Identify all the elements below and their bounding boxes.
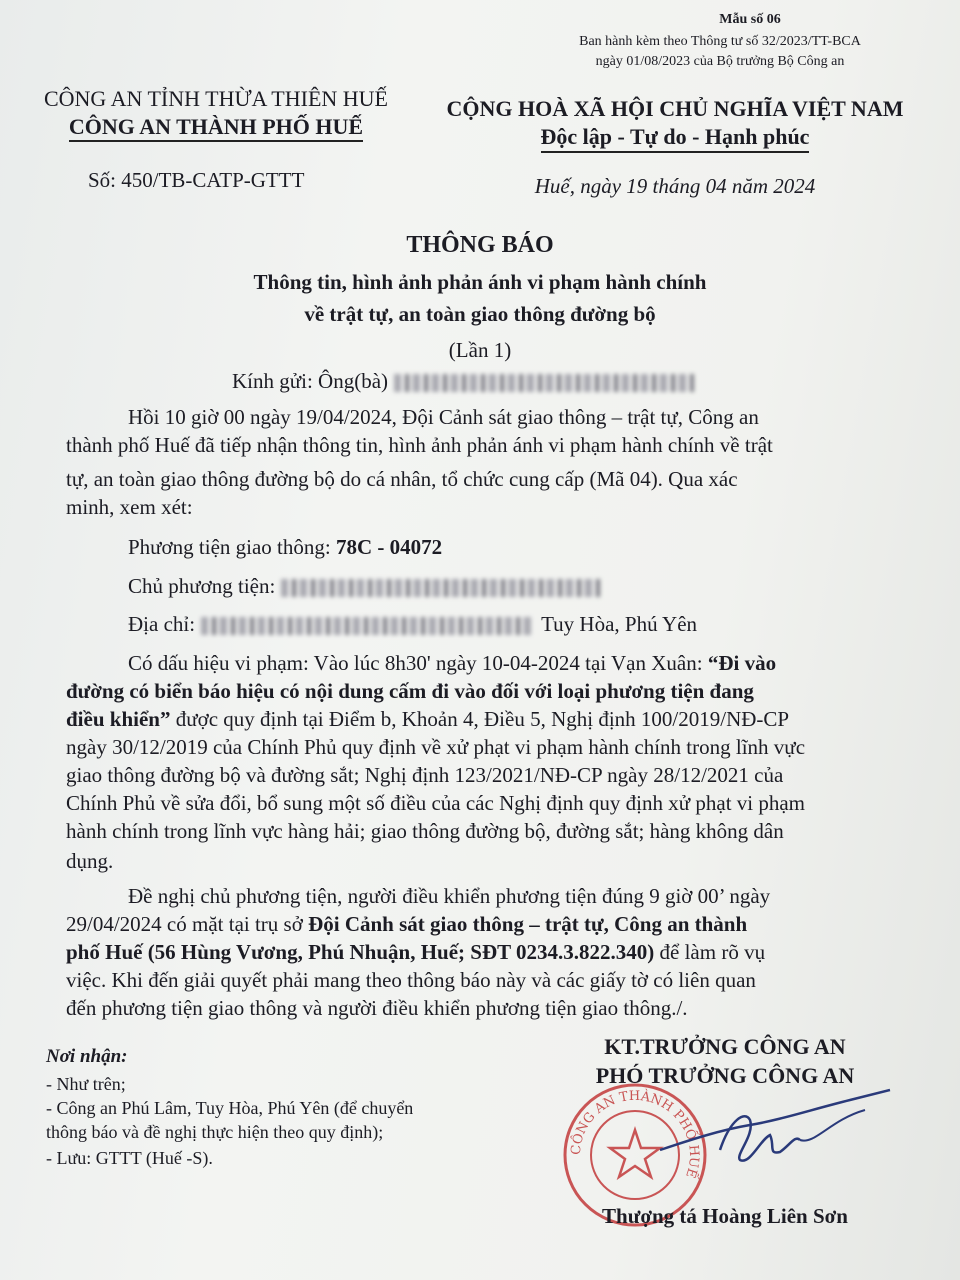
- redacted-owner-name: [281, 579, 601, 597]
- violation-line-8: dụng.: [66, 849, 114, 873]
- seal-text: CÔNG AN THÀNH PHỐ HUẾ: [568, 1088, 702, 1180]
- recipient-item-2-cont: thông báo và đề nghị thực hiện theo quy định);: [46, 1122, 384, 1142]
- request-line-3: [66, 940, 765, 965]
- recipient-line: [232, 369, 694, 394]
- signer-name: Thượng tá Hoàng Liên Sơn: [602, 1204, 848, 1228]
- document-title: THÔNG BÁO: [406, 232, 554, 258]
- request-line-2b: Đội Cảnh sát giao thông – trật tự, Công an thành: [308, 912, 748, 936]
- vehicle-owner-line: [128, 574, 601, 599]
- national-motto-text: Độc lập - Tự do - Hạnh phúc: [541, 124, 810, 153]
- recipients-title: Nơi nhận:: [46, 1046, 128, 1067]
- form-issued-with: Ban hành kèm theo Thông tư số 32/2023/TT-BCA: [579, 34, 861, 49]
- vehicle-owner-label: Chủ phương tiện:: [128, 574, 276, 598]
- form-number: Mẫu số 06: [719, 12, 781, 27]
- recipient-item-2: - Công an Phú Lâm, Tuy Hòa, Phú Yên (để chuyển: [46, 1098, 414, 1118]
- request-line-3b: để làm rõ vụ: [654, 940, 766, 964]
- vehicle-plate-number: 78C - 04072: [335, 535, 443, 559]
- violation-line-4: ngày 30/12/2019 của Chính Phủ quy định về xử phạt vi phạm hành chính trong lĩnh vực: [66, 735, 806, 759]
- violation-line-3a: điều khiển”: [66, 707, 171, 731]
- form-issued-date: ngày 01/08/2023 của Bộ trưởng Bộ Công an: [595, 54, 845, 69]
- country-name: CỘNG HOÀ XÃ HỘI CHỦ NGHĨA VIỆT NAM: [446, 96, 904, 121]
- redacted-address: [201, 617, 531, 635]
- violation-line-3b: được quy định tại Điểm b, Khoản 4, Điều 5, Nghị định 100/2019/NĐ-CP: [170, 707, 790, 731]
- document-number: Số: 450/TB-CATP-GTTT: [88, 168, 305, 192]
- violation-line-6: Chính Phủ về sửa đổi, bổ sung một số điều của các Nghị định quy định xử phạt vi phạm: [66, 791, 806, 815]
- signer-rank-line-2: PHÓ TRƯỞNG CÔNG AN: [595, 1063, 855, 1088]
- intro-line-2: thành phố Huế đã tiếp nhận thông tin, hình ảnh phản ánh vi phạm hành chính về trật: [66, 433, 773, 457]
- violation-line-1b: “Đi vào: [707, 651, 777, 675]
- intro-line-1: Hồi 10 giờ 00 ngày 19/04/2024, Đội Cảnh sát giao thông – trật tự, Công an: [128, 405, 759, 429]
- request-line-1: Đề nghị chủ phương tiện, người điều khiển phương tiện đúng 9 giờ 00’ ngày: [128, 884, 771, 908]
- notice-round: (Lần 1): [448, 338, 512, 362]
- recipient-item-3: - Lưu: GTTT (Huế -S).: [46, 1148, 213, 1168]
- vehicle-address-label: Địa chỉ:: [128, 612, 196, 636]
- agency-name-text: CÔNG AN THÀNH PHỐ HUẾ: [69, 114, 363, 142]
- violation-line-5: giao thông đường bộ và đường sắt; Nghị định 123/2021/NĐ-CP ngày 28/12/2021 của: [66, 763, 784, 787]
- violation-line-1: [128, 651, 776, 676]
- violation-line-1a: Có dấu hiệu vi phạm: Vào lúc 8h30' ngày 10-04-2024 tại Vạn Xuân:: [128, 651, 708, 675]
- request-line-2a: 29/04/2024 có mặt tại trụ sở: [66, 912, 309, 936]
- intro-line-3: tự, an toàn giao thông đường bộ do cá nhân, tổ chức cung cấp (Mã 04). Qua xác: [66, 467, 738, 491]
- vehicle-address-line: [128, 612, 697, 637]
- parent-agency: CÔNG AN TỈNH THỪA THIÊN HUẾ: [43, 86, 388, 111]
- request-line-4: việc. Khi đến giải quyết phải mang theo thông báo này và các giấy tờ có liên quan: [66, 968, 756, 992]
- request-line-5: đến phương tiện giao thông và người điều khiển phương tiện giao thông./.: [66, 996, 688, 1020]
- recipient-label: Kính gửi: Ông(bà): [232, 369, 389, 393]
- violation-line-7: hành chính trong lĩnh vực hàng hải; giao thông đường bộ, đường sắt; hàng không dân: [66, 819, 784, 843]
- violation-line-2: đường có biển báo hiệu có nội dung cấm đi vào đối với loại phương tiện đang: [66, 679, 754, 703]
- request-line-3a: phố Huế (56 Hùng Vương, Phú Nhuận, Huế; SĐT 0234.3.822.340): [66, 940, 655, 964]
- vehicle-plate-label: Phương tiện giao thông:: [128, 535, 331, 559]
- violation-line-3: [66, 707, 789, 732]
- handwritten-signature-icon: [650, 1080, 900, 1190]
- vehicle-plate-line: [128, 535, 442, 560]
- vehicle-address-tail: Tuy Hòa, Phú Yên: [541, 612, 698, 636]
- recipient-item-1: - Như trên;: [46, 1074, 126, 1094]
- document-subtitle-2: về trật tự, an toàn giao thông đường bộ: [304, 302, 656, 326]
- signer-rank-line-1: KT.TRƯỞNG CÔNG AN: [604, 1034, 846, 1059]
- agency-name: [20, 114, 412, 140]
- document-subtitle-1: Thông tin, hình ảnh phản ánh vi phạm hành chính: [253, 270, 707, 294]
- redacted-recipient-name: [394, 374, 694, 392]
- place-date: Huế, ngày 19 tháng 04 năm 2024: [534, 174, 816, 198]
- intro-line-4: minh, xem xét:: [66, 495, 193, 519]
- request-line-2: [66, 912, 747, 937]
- national-motto: [420, 124, 930, 150]
